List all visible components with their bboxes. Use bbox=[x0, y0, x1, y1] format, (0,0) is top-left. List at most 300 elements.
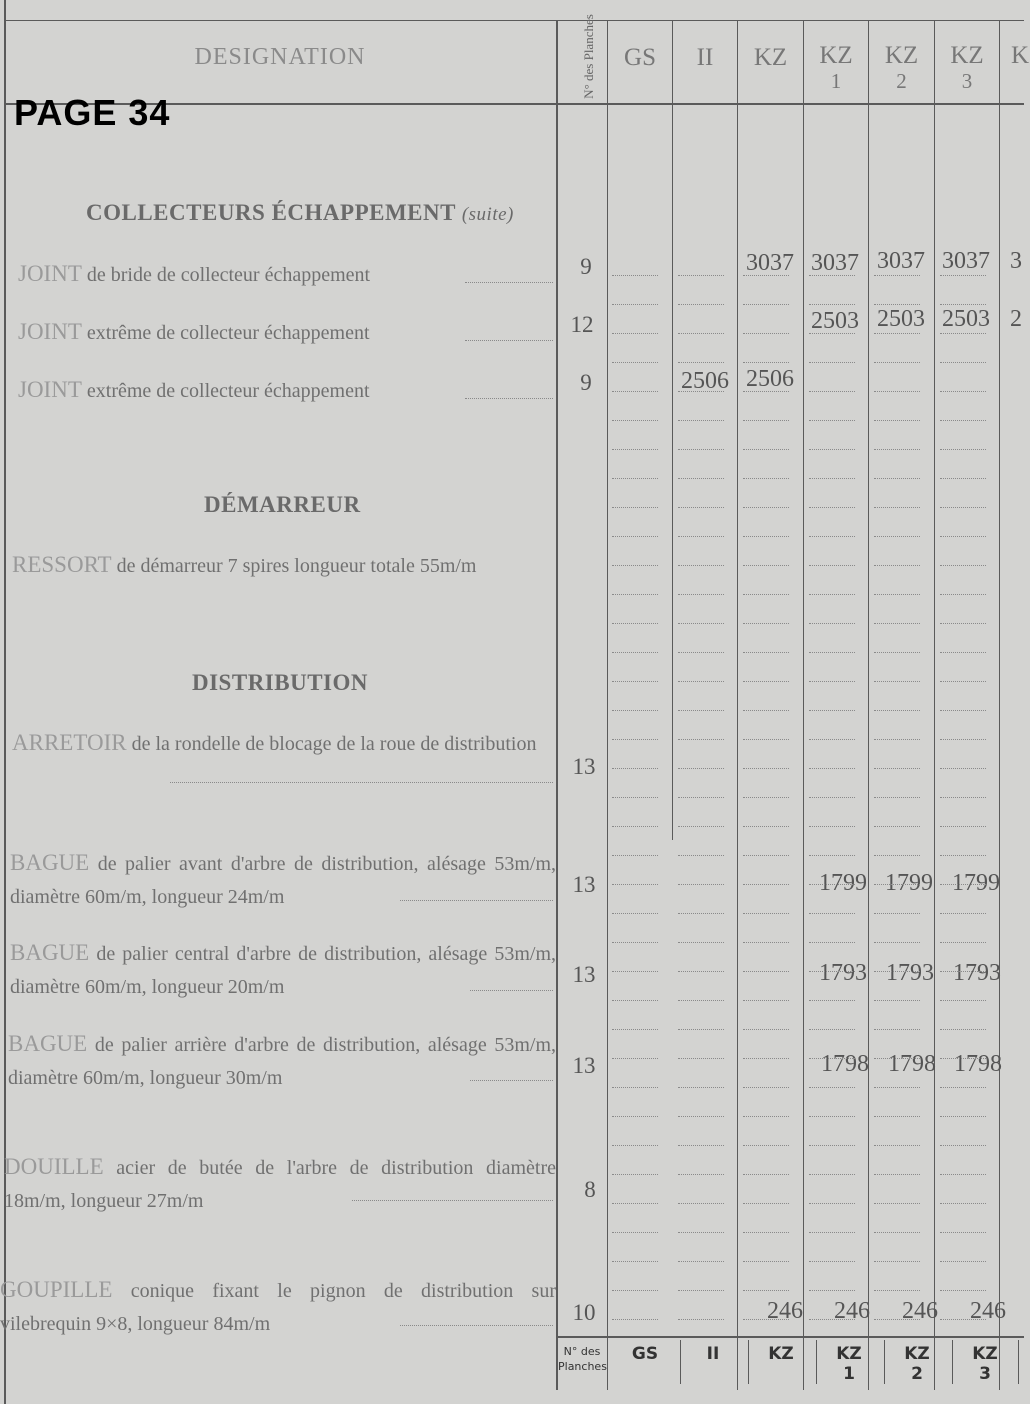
placeholder-dots bbox=[743, 391, 789, 392]
placeholder-dots bbox=[612, 710, 658, 711]
placeholder-dots bbox=[874, 1087, 920, 1088]
placeholder-dots bbox=[874, 942, 920, 943]
placeholder-dots bbox=[743, 594, 789, 595]
placeholder-dots bbox=[612, 652, 658, 653]
leader-dots bbox=[470, 1080, 553, 1081]
placeholder-dots bbox=[612, 681, 658, 682]
placeholder-dots bbox=[678, 304, 724, 305]
placeholder-dots bbox=[743, 1145, 789, 1146]
placeholder-dots bbox=[809, 971, 855, 972]
placeholder-dots bbox=[612, 1203, 658, 1204]
placeholder-dots bbox=[874, 1319, 920, 1320]
row-bague-avant: BAGUE de palier avant d'arbre de distribution, alésage 53m/m, diamètre 60m/m, longueur 24m/m bbox=[10, 850, 556, 908]
placeholder-dots bbox=[940, 536, 986, 537]
placeholder-dots bbox=[743, 420, 789, 421]
placeholder-dots bbox=[809, 797, 855, 798]
planche-number: 13 bbox=[572, 1053, 596, 1078]
placeholder-dots bbox=[612, 1174, 658, 1175]
placeholder-dots bbox=[678, 1203, 724, 1204]
value-kz2: 1799 bbox=[885, 870, 933, 896]
placeholder-dots bbox=[874, 971, 920, 972]
designation-header: DESIGNATION bbox=[194, 44, 366, 70]
footer-divider bbox=[680, 1340, 681, 1384]
footer-col-ii: II bbox=[706, 1344, 720, 1364]
placeholder-dots bbox=[940, 623, 986, 624]
placeholder-dots bbox=[874, 536, 920, 537]
placeholder-dots bbox=[940, 594, 986, 595]
placeholder-dots bbox=[809, 362, 855, 363]
placeholder-dots bbox=[678, 594, 724, 595]
placeholder-dots bbox=[678, 681, 724, 682]
placeholder-dots bbox=[612, 333, 658, 334]
placeholder-dots bbox=[874, 913, 920, 914]
placeholder-dots bbox=[743, 1290, 789, 1291]
col-header-kz1: KZ 1 bbox=[819, 42, 853, 93]
placeholder-dots bbox=[678, 1087, 724, 1088]
placeholder-dots bbox=[940, 362, 986, 363]
placeholder-dots bbox=[743, 1232, 789, 1233]
placeholder-dots bbox=[940, 768, 986, 769]
placeholder-dots bbox=[612, 478, 658, 479]
value-kz2: 1793 bbox=[886, 960, 934, 986]
designation-column-divider bbox=[556, 20, 558, 1390]
planche-number: 13 bbox=[572, 872, 596, 897]
placeholder-dots bbox=[809, 884, 855, 885]
row-douille: DOUILLE acier de butée de l'arbre de distribution diamètre 18m/m, longueur 27m/m bbox=[4, 1154, 556, 1212]
value-kz1: 1793 bbox=[819, 960, 867, 986]
placeholder-dots bbox=[874, 275, 920, 276]
placeholder-dots bbox=[940, 1174, 986, 1175]
placeholder-dots bbox=[743, 565, 789, 566]
placeholder-dots bbox=[743, 739, 789, 740]
placeholder-dots bbox=[612, 797, 658, 798]
placeholder-dots bbox=[743, 652, 789, 653]
placeholder-dots bbox=[809, 1058, 855, 1059]
planche-number: 13 bbox=[572, 754, 596, 779]
placeholder-dots bbox=[743, 449, 789, 450]
value-kz1: 2503 bbox=[811, 308, 859, 334]
placeholder-dots bbox=[809, 826, 855, 827]
placeholder-dots bbox=[940, 449, 986, 450]
placeholder-dots bbox=[678, 826, 724, 827]
col-header-kz3: KZ 3 bbox=[950, 42, 984, 93]
placeholder-dots bbox=[940, 1203, 986, 1204]
footer-col-kz2: KZ 2 bbox=[904, 1344, 930, 1384]
placeholder-dots bbox=[809, 1319, 855, 1320]
placeholder-dots bbox=[612, 449, 658, 450]
section-demarreur: DÉMARREUR bbox=[204, 492, 361, 517]
placeholder-dots bbox=[809, 275, 855, 276]
placeholder-dots bbox=[612, 1290, 658, 1291]
placeholder-dots bbox=[678, 420, 724, 421]
value-kz3: 1793 bbox=[953, 960, 1001, 986]
placeholder-dots bbox=[940, 652, 986, 653]
footer-divider bbox=[748, 1340, 749, 1384]
placeholder-dots bbox=[809, 420, 855, 421]
value-kz: 3037 bbox=[746, 250, 794, 276]
value-kz: 246 bbox=[767, 1298, 803, 1324]
leader-dots bbox=[465, 282, 553, 283]
placeholder-dots bbox=[678, 884, 724, 885]
value-kz3: 246 bbox=[970, 1298, 1006, 1324]
leader-dots bbox=[465, 398, 553, 399]
leader-dots bbox=[470, 990, 553, 991]
placeholder-dots bbox=[743, 1174, 789, 1175]
placeholder-dots bbox=[678, 710, 724, 711]
placeholder-dots bbox=[874, 507, 920, 508]
placeholder-dots bbox=[678, 1116, 724, 1117]
placeholder-dots bbox=[612, 1029, 658, 1030]
placeholder-dots bbox=[809, 710, 855, 711]
placeholder-dots bbox=[678, 768, 724, 769]
value-kz3: 2503 bbox=[942, 306, 990, 332]
placeholder-dots bbox=[743, 1261, 789, 1262]
placeholder-dots bbox=[874, 1029, 920, 1030]
placeholder-dots bbox=[612, 739, 658, 740]
row-goupille: GOUPILLE conique fixant le pignon de distribution sur vilebrequin 9×8, longueur 84m/m bbox=[0, 1277, 556, 1335]
leader-dots bbox=[352, 1200, 553, 1201]
placeholder-dots bbox=[874, 710, 920, 711]
placeholder-dots bbox=[612, 942, 658, 943]
placeholder-dots bbox=[809, 507, 855, 508]
placeholder-dots bbox=[743, 623, 789, 624]
placeholder-dots bbox=[874, 1174, 920, 1175]
placeholder-dots bbox=[940, 420, 986, 421]
placeholder-dots bbox=[612, 884, 658, 885]
placeholder-dots bbox=[743, 942, 789, 943]
value-kz1: 246 bbox=[834, 1298, 870, 1324]
placeholder-dots bbox=[940, 681, 986, 682]
footer-divider bbox=[816, 1340, 817, 1384]
placeholder-dots bbox=[678, 478, 724, 479]
placeholder-dots bbox=[874, 884, 920, 885]
row-joint-bride: JOINT de bride de collecteur échappement bbox=[18, 261, 371, 286]
placeholder-dots bbox=[612, 275, 658, 276]
placeholder-dots bbox=[940, 1058, 986, 1059]
placeholder-dots bbox=[874, 855, 920, 856]
placeholder-dots bbox=[809, 768, 855, 769]
placeholder-dots bbox=[678, 536, 724, 537]
footer-planches-label: N° des Planches bbox=[558, 1345, 607, 1373]
placeholder-dots bbox=[940, 1290, 986, 1291]
value-kz: 2506 bbox=[746, 366, 794, 392]
placeholder-dots bbox=[612, 391, 658, 392]
footer-divider bbox=[1018, 1340, 1019, 1384]
ii-column-divider bbox=[737, 20, 738, 1390]
placeholder-dots bbox=[678, 623, 724, 624]
placeholder-dots bbox=[874, 797, 920, 798]
col-header-kz: KZ bbox=[753, 44, 788, 71]
placeholder-dots bbox=[612, 594, 658, 595]
placeholder-dots bbox=[809, 1145, 855, 1146]
placeholder-dots bbox=[874, 1145, 920, 1146]
placeholder-dots bbox=[809, 565, 855, 566]
placeholder-dots bbox=[678, 1319, 724, 1320]
value-kz3: 1799 bbox=[952, 870, 1000, 896]
placeholder-dots bbox=[940, 507, 986, 508]
col-header-gs: GS bbox=[624, 44, 656, 71]
footer-col-kz: KZ bbox=[768, 1344, 794, 1364]
placeholder-dots bbox=[743, 333, 789, 334]
placeholder-dots bbox=[612, 536, 658, 537]
placeholder-dots bbox=[874, 623, 920, 624]
placeholder-dots bbox=[612, 1145, 658, 1146]
value-ii: 2506 bbox=[681, 368, 729, 394]
placeholder-dots bbox=[743, 1000, 789, 1001]
row-joint-extreme-9: JOINT extrême de collecteur échappement bbox=[18, 377, 370, 402]
row-bague-arriere: BAGUE de palier arrière d'arbre de distribution, alésage 53m/m, diamètre 60m/m, longueur 30m/m bbox=[8, 1031, 556, 1089]
placeholder-dots bbox=[678, 333, 724, 334]
placeholder-dots bbox=[940, 333, 986, 334]
placeholder-dots bbox=[612, 623, 658, 624]
row-bague-central: BAGUE de palier central d'arbre de distribution, alésage 53m/m, diamètre 60m/m, longueur 20m/m bbox=[10, 940, 556, 998]
placeholder-dots bbox=[612, 565, 658, 566]
placeholder-dots bbox=[612, 768, 658, 769]
placeholder-dots bbox=[612, 1319, 658, 1320]
placeholder-dots bbox=[874, 739, 920, 740]
placeholder-dots bbox=[940, 391, 986, 392]
placeholder-dots bbox=[612, 304, 658, 305]
placeholder-dots bbox=[743, 1029, 789, 1030]
placeholder-dots bbox=[678, 1232, 724, 1233]
leader-dots bbox=[400, 1325, 553, 1326]
placeholder-dots bbox=[678, 971, 724, 972]
footer-col-kz3: KZ 3 bbox=[972, 1344, 998, 1384]
placeholder-dots bbox=[809, 1232, 855, 1233]
value-kz2: 246 bbox=[902, 1298, 938, 1324]
placeholder-dots bbox=[874, 565, 920, 566]
placeholder-dots bbox=[743, 275, 789, 276]
placeholder-dots bbox=[743, 507, 789, 508]
placeholder-dots bbox=[809, 623, 855, 624]
kz2-column-divider bbox=[934, 20, 935, 1390]
placeholder-dots bbox=[612, 507, 658, 508]
placeholder-dots bbox=[940, 797, 986, 798]
placeholder-dots bbox=[809, 652, 855, 653]
placeholder-dots bbox=[940, 942, 986, 943]
placeholder-dots bbox=[678, 1290, 724, 1291]
placeholder-dots bbox=[678, 449, 724, 450]
placeholder-dots bbox=[743, 1087, 789, 1088]
placeholder-dots bbox=[612, 1232, 658, 1233]
kz3-column-divider bbox=[999, 20, 1000, 1390]
placeholder-dots bbox=[809, 1290, 855, 1291]
placeholder-dots bbox=[874, 391, 920, 392]
placeholder-dots bbox=[678, 362, 724, 363]
placeholder-dots bbox=[874, 333, 920, 334]
placeholder-dots bbox=[612, 1058, 658, 1059]
col-header-ii: II bbox=[696, 44, 714, 71]
placeholder-dots bbox=[809, 1261, 855, 1262]
value-kz2: 1798 bbox=[888, 1051, 936, 1077]
placeholder-dots bbox=[743, 884, 789, 885]
placeholder-dots bbox=[678, 507, 724, 508]
placeholder-dots bbox=[809, 913, 855, 914]
placeholder-dots bbox=[612, 971, 658, 972]
placeholder-dots bbox=[612, 1000, 658, 1001]
placeholder-dots bbox=[940, 855, 986, 856]
placeholder-dots bbox=[940, 739, 986, 740]
placeholder-dots bbox=[940, 1087, 986, 1088]
placeholder-dots bbox=[743, 1319, 789, 1320]
col-header-k-partial: K bbox=[1010, 42, 1030, 69]
placeholder-dots bbox=[874, 478, 920, 479]
placeholder-dots bbox=[809, 1116, 855, 1117]
placeholder-dots bbox=[678, 942, 724, 943]
placeholder-dots bbox=[612, 913, 658, 914]
placeholder-dots bbox=[612, 1261, 658, 1262]
placeholder-dots bbox=[678, 855, 724, 856]
placeholder-dots bbox=[743, 913, 789, 914]
value-kz1: 3037 bbox=[811, 250, 859, 276]
placeholder-dots bbox=[809, 1029, 855, 1030]
placeholder-dots bbox=[809, 739, 855, 740]
placeholder-dots bbox=[743, 797, 789, 798]
value-kz3: 1798 bbox=[954, 1051, 1002, 1077]
footer-col-gs: GS bbox=[631, 1344, 659, 1364]
placeholder-dots bbox=[874, 594, 920, 595]
placeholder-dots bbox=[809, 333, 855, 334]
kz-column-divider bbox=[803, 20, 804, 1390]
placeholder-dots bbox=[874, 1116, 920, 1117]
footer-top-rule bbox=[556, 1336, 1024, 1338]
placeholder-dots bbox=[874, 1000, 920, 1001]
value-kz1: 1799 bbox=[819, 870, 867, 896]
placeholder-dots bbox=[940, 884, 986, 885]
placeholder-dots bbox=[743, 1058, 789, 1059]
placeholder-dots bbox=[809, 304, 855, 305]
col-header-kz2: KZ 2 bbox=[884, 42, 919, 93]
header-top-rule bbox=[4, 20, 1024, 21]
placeholder-dots bbox=[743, 855, 789, 856]
placeholder-dots bbox=[678, 739, 724, 740]
placeholder-dots bbox=[743, 362, 789, 363]
placeholder-dots bbox=[809, 1203, 855, 1204]
placeholder-dots bbox=[743, 536, 789, 537]
placeholder-dots bbox=[940, 1232, 986, 1233]
leader-dots bbox=[465, 340, 553, 341]
footer-divider bbox=[952, 1340, 953, 1384]
placeholder-dots bbox=[874, 1232, 920, 1233]
placeholder-dots bbox=[743, 710, 789, 711]
gs-column-divider bbox=[672, 20, 673, 840]
placeholder-dots bbox=[678, 391, 724, 392]
placeholder-dots bbox=[874, 1058, 920, 1059]
placeholder-dots bbox=[940, 478, 986, 479]
placeholder-dots bbox=[743, 478, 789, 479]
placeholder-dots bbox=[809, 594, 855, 595]
planche-number: 8 bbox=[584, 1177, 596, 1202]
value-kz1: 1798 bbox=[821, 1051, 869, 1077]
placeholder-dots bbox=[678, 1145, 724, 1146]
value-k-partial: 3 bbox=[1010, 248, 1022, 274]
placeholder-dots bbox=[743, 681, 789, 682]
placeholder-dots bbox=[809, 681, 855, 682]
placeholder-dots bbox=[874, 1261, 920, 1262]
placeholder-dots bbox=[940, 826, 986, 827]
placeholder-dots bbox=[809, 855, 855, 856]
placeholder-dots bbox=[940, 1145, 986, 1146]
placeholder-dots bbox=[612, 826, 658, 827]
planche-number: 12 bbox=[570, 312, 594, 337]
value-kz3: 3037 bbox=[942, 248, 990, 274]
placeholder-dots bbox=[874, 681, 920, 682]
placeholder-dots bbox=[874, 362, 920, 363]
placeholder-dots bbox=[940, 1261, 986, 1262]
placeholder-dots bbox=[940, 565, 986, 566]
row-arretoir: ARRETOIR de la rondelle de blocage de la roue de distribution bbox=[12, 730, 537, 755]
row-joint-extreme-12: JOINT extrême de collecteur échappement bbox=[18, 319, 370, 344]
placeholder-dots bbox=[678, 913, 724, 914]
placeholder-dots bbox=[940, 1116, 986, 1117]
section-distribution: DISTRIBUTION bbox=[192, 670, 368, 695]
placeholder-dots bbox=[678, 1174, 724, 1175]
placeholder-dots bbox=[874, 768, 920, 769]
placeholder-dots bbox=[940, 1029, 986, 1030]
kz1-column-divider bbox=[868, 20, 869, 1390]
placeholder-dots bbox=[809, 1174, 855, 1175]
placeholder-dots bbox=[940, 304, 986, 305]
placeholder-dots bbox=[940, 1319, 986, 1320]
leader-dots bbox=[400, 900, 553, 901]
placeholder-dots bbox=[809, 942, 855, 943]
planches-header: N° des Planches bbox=[580, 14, 596, 99]
value-kz2: 3037 bbox=[877, 248, 925, 274]
placeholder-dots bbox=[612, 420, 658, 421]
placeholder-dots bbox=[678, 1029, 724, 1030]
placeholder-dots bbox=[874, 420, 920, 421]
placeholder-dots bbox=[678, 275, 724, 276]
value-k-partial: 2 bbox=[1010, 306, 1022, 332]
placeholder-dots bbox=[809, 391, 855, 392]
planche-number: 10 bbox=[572, 1300, 596, 1325]
placeholder-dots bbox=[678, 1261, 724, 1262]
placeholder-dots bbox=[743, 826, 789, 827]
placeholder-dots bbox=[743, 1116, 789, 1117]
planche-number: 9 bbox=[580, 370, 592, 395]
section-collecteurs: COLLECTEURS ÉCHAPPEMENT (suite) bbox=[86, 200, 514, 225]
placeholder-dots bbox=[874, 449, 920, 450]
placeholder-dots bbox=[940, 275, 986, 276]
footer-divider bbox=[884, 1340, 885, 1384]
placeholder-dots bbox=[809, 449, 855, 450]
page-label: PAGE 34 bbox=[14, 92, 171, 133]
placeholder-dots bbox=[940, 913, 986, 914]
placeholder-dots bbox=[940, 1000, 986, 1001]
placeholder-dots bbox=[743, 768, 789, 769]
value-kz2: 2503 bbox=[877, 306, 925, 332]
placeholder-dots bbox=[678, 797, 724, 798]
placeholder-dots bbox=[743, 304, 789, 305]
placeholder-dots bbox=[809, 536, 855, 537]
placeholder-dots bbox=[809, 1000, 855, 1001]
footer-col-kz1: KZ 1 bbox=[836, 1344, 862, 1384]
placeholder-dots bbox=[612, 1087, 658, 1088]
placeholder-dots bbox=[678, 1058, 724, 1059]
placeholder-dots bbox=[678, 1000, 724, 1001]
placeholder-dots bbox=[743, 971, 789, 972]
placeholder-dots bbox=[874, 1203, 920, 1204]
placeholder-dots bbox=[874, 1290, 920, 1291]
placeholder-dots bbox=[874, 826, 920, 827]
placeholder-dots bbox=[678, 652, 724, 653]
placeholder-dots bbox=[612, 855, 658, 856]
placeholder-dots bbox=[809, 478, 855, 479]
placeholder-dots bbox=[612, 1116, 658, 1117]
placeholder-dots bbox=[874, 652, 920, 653]
placeholder-dots bbox=[678, 565, 724, 566]
placeholder-dots bbox=[612, 362, 658, 363]
